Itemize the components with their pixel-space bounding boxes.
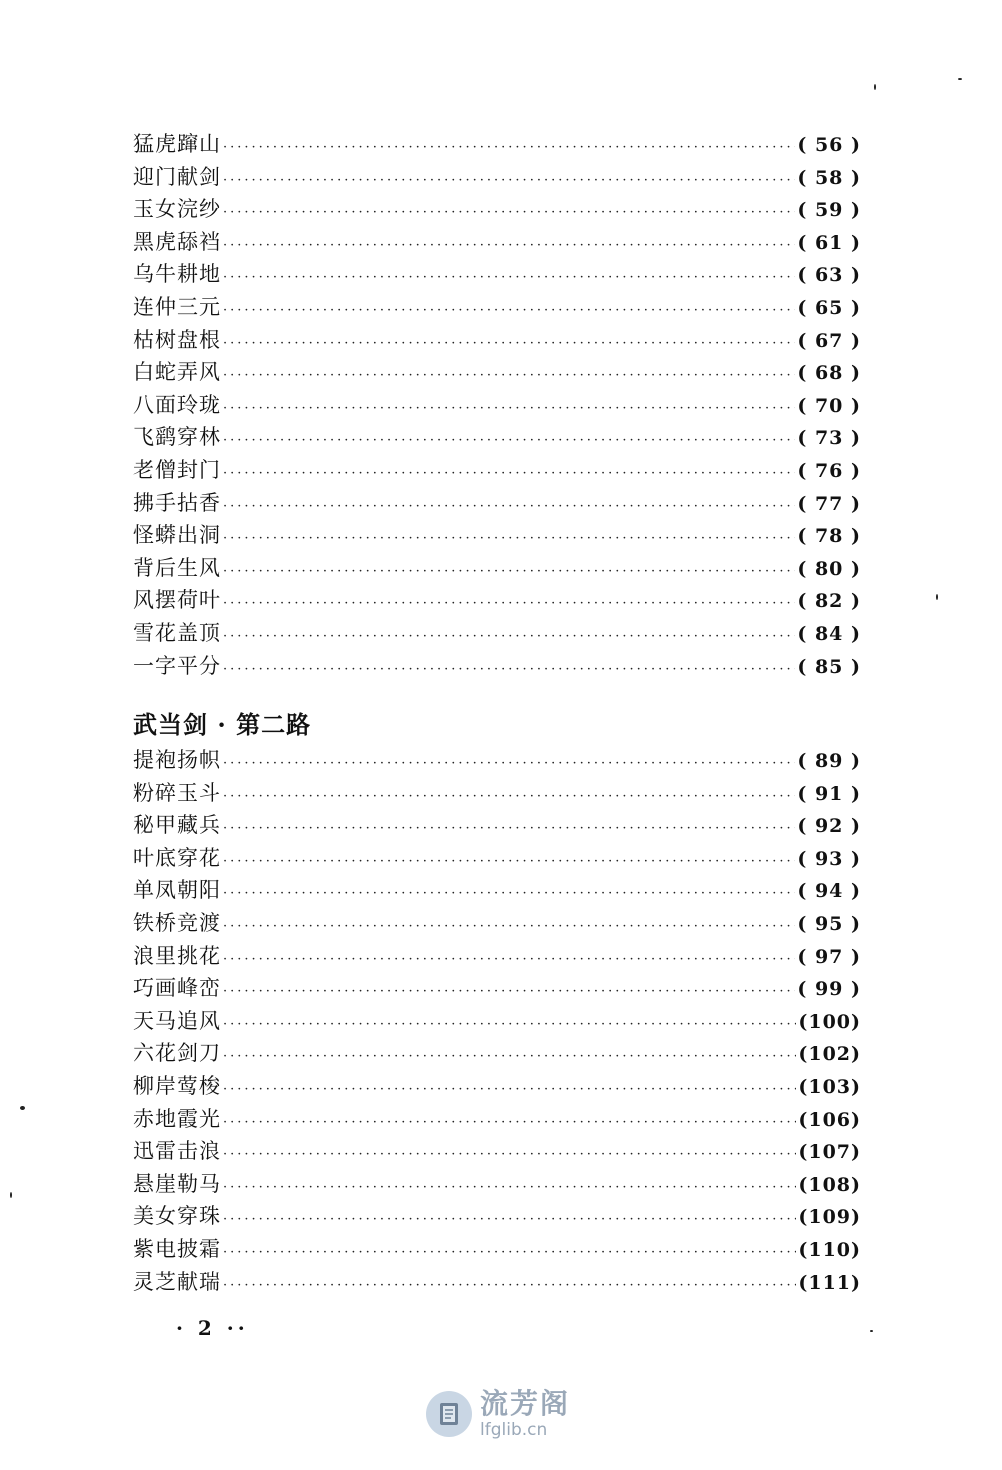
toc-entry (133, 1200, 861, 1233)
entry-page: (110) (798, 1238, 861, 1261)
dot-leader (223, 911, 795, 944)
dot-leader (223, 523, 795, 556)
entry-title: 连仲三元 (133, 294, 221, 319)
dot-leader (223, 1074, 796, 1107)
dot-leader (223, 262, 795, 295)
entry-page: (102) (798, 1043, 861, 1066)
dot-leader (223, 393, 795, 426)
entry-page: (111) (798, 1271, 861, 1294)
entry-title: 雪花盖顶 (133, 620, 221, 645)
entry-title: 迅雷击浪 (133, 1139, 221, 1164)
entry-title: 六花剑刀 (133, 1041, 221, 1066)
toc-entry (133, 940, 861, 973)
entry-title: 猛虎蹿山 (133, 132, 221, 156)
dot-leader (223, 360, 795, 393)
toc-section-one (133, 128, 861, 682)
entry-page: ( 70 ) (797, 394, 861, 417)
toc-entry (133, 907, 861, 940)
entry-page: ( 85 ) (797, 655, 861, 678)
toc-entry (133, 193, 861, 226)
entry-title: 美女穿珠 (133, 1204, 221, 1229)
toc-entry (133, 1037, 861, 1070)
entry-title: 紫电披霜 (133, 1236, 221, 1261)
entry-title: 提袍扬帜 (133, 748, 221, 772)
entry-title: 秘甲藏兵 (133, 813, 221, 838)
entry-title: 巧画峰峦 (133, 976, 221, 1001)
entry-page: ( 67 ) (797, 329, 861, 352)
toc-entry (133, 777, 861, 810)
entry-page: ( 93 ) (797, 847, 861, 870)
entry-title: 乌牛耕地 (133, 262, 221, 287)
entry-page: (107) (798, 1141, 861, 1164)
dot-leader (223, 1041, 796, 1074)
entry-title: 一字平分 (133, 653, 221, 678)
entry-page: ( 97 ) (797, 945, 861, 968)
dot-leader (223, 425, 795, 458)
dot-leader (223, 878, 795, 911)
entry-title: 八面玲珑 (133, 392, 221, 417)
entry-page: ( 65 ) (797, 296, 861, 319)
entry-title: 赤地霞光 (133, 1106, 221, 1131)
entry-title: 粉碎玉斗 (133, 780, 221, 805)
entry-page: ( 94 ) (797, 880, 861, 903)
entry-title: 迎门献剑 (133, 164, 221, 189)
toc-entry (133, 1103, 861, 1136)
entry-page: ( 63 ) (797, 264, 861, 287)
scan-speck (10, 1192, 12, 1198)
entry-title: 黑虎舔裆 (133, 229, 221, 254)
dot-leader (223, 846, 795, 879)
dot-leader (223, 491, 795, 524)
toc-entry (133, 809, 861, 842)
entry-page: ( 73 ) (797, 427, 861, 450)
dot-leader (223, 976, 795, 1009)
scan-speck (958, 78, 962, 80)
toc-entry (133, 584, 861, 617)
toc-entry (133, 874, 861, 907)
entry-page: ( 78 ) (797, 525, 861, 548)
toc-entry (133, 258, 861, 291)
dot-leader (223, 1172, 796, 1205)
dot-leader (223, 748, 795, 781)
entry-page: (109) (798, 1206, 861, 1229)
entry-title: 铁桥竞渡 (133, 910, 221, 935)
entry-title: 柳岸莺梭 (133, 1073, 221, 1098)
toc-entry (133, 842, 861, 875)
entry-title: 枯树盘根 (133, 327, 221, 352)
dot-leader (223, 1139, 796, 1172)
dot-leader (223, 132, 795, 165)
entry-page: (108) (798, 1173, 861, 1196)
toc-entry (133, 356, 861, 389)
dot-leader (223, 944, 795, 977)
dot-leader (223, 1009, 796, 1042)
entry-title: 风摆荷叶 (133, 588, 221, 613)
watermark-url: lfglib.cn (480, 1420, 548, 1440)
scan-speck (874, 84, 876, 90)
dot-leader (223, 197, 795, 230)
dot-leader (223, 781, 795, 814)
dot-leader (223, 1204, 796, 1237)
entry-title: 叶底穿花 (133, 845, 221, 870)
entry-page: (106) (798, 1108, 861, 1131)
entry-page: ( 56 ) (797, 134, 861, 156)
entry-title: 背后生风 (133, 555, 221, 580)
toc-entry (133, 324, 861, 357)
dot-leader (223, 1270, 796, 1303)
toc-entry (133, 617, 861, 650)
entry-page: ( 59 ) (797, 199, 861, 222)
toc-section-two (133, 744, 861, 1298)
entry-page: ( 92 ) (797, 815, 861, 838)
entry-page: (100) (798, 1010, 861, 1033)
scan-speck (936, 594, 938, 600)
entry-page: ( 61 ) (797, 231, 861, 254)
toc-entry (133, 487, 861, 520)
entry-page: ( 82 ) (797, 590, 861, 613)
dot-leader (223, 230, 795, 263)
dot-leader (223, 295, 795, 328)
entry-page: ( 58 ) (797, 166, 861, 189)
watermark-name: 流芳阁 (480, 1387, 571, 1420)
entry-page: ( 89 ) (797, 750, 861, 772)
entry-title: 灵芝献瑞 (133, 1269, 221, 1294)
entry-page: ( 76 ) (797, 459, 861, 482)
entry-title: 天马追风 (133, 1008, 221, 1033)
scan-speck (20, 1106, 25, 1110)
entry-title: 单凤朝阳 (133, 878, 221, 903)
scan-speck (870, 1330, 873, 1332)
dot-leader (223, 813, 795, 846)
toc-entry (133, 650, 861, 683)
entry-page: ( 91 ) (797, 782, 861, 805)
toc-entry (133, 226, 861, 259)
entry-page: ( 68 ) (797, 362, 861, 385)
site-watermark (426, 1388, 570, 1440)
toc-entry (133, 1168, 861, 1201)
toc-entry (133, 1070, 861, 1103)
entry-title: 拂手拈香 (133, 490, 221, 515)
toc-entry (133, 421, 861, 454)
toc-entry (133, 454, 861, 487)
toc-entry (133, 1266, 861, 1299)
entry-title: 白蛇弄风 (133, 360, 221, 385)
dot-leader (223, 621, 795, 654)
toc-entry (133, 972, 861, 1005)
entry-page: ( 77 ) (797, 492, 861, 515)
toc-entry (133, 1005, 861, 1038)
toc-entry (133, 389, 861, 422)
toc-entry (133, 1233, 861, 1266)
page-number: · 2 ·· (176, 1316, 249, 1340)
entry-title: 飞鹞穿林 (133, 425, 221, 450)
dot-leader (223, 556, 795, 589)
entry-page: (103) (798, 1075, 861, 1098)
dot-leader (223, 654, 795, 687)
dot-leader (223, 588, 795, 621)
entry-title: 悬崖勒马 (133, 1171, 221, 1196)
entry-page: ( 95 ) (797, 912, 861, 935)
toc-entry (133, 1135, 861, 1168)
toc-entry (133, 552, 861, 585)
dot-leader (223, 458, 795, 491)
dot-leader (223, 328, 795, 361)
dot-leader (223, 165, 795, 198)
toc-entry (133, 128, 861, 161)
entry-page: ( 99 ) (797, 978, 861, 1001)
book-icon (426, 1391, 472, 1437)
entry-page: ( 80 ) (797, 557, 861, 580)
entry-title: 玉女浣纱 (133, 197, 221, 222)
entry-page: ( 84 ) (797, 622, 861, 645)
section-heading: 武当剑 · 第二路 (133, 710, 312, 739)
entry-title: 浪里挑花 (133, 943, 221, 968)
entry-title: 怪蟒出洞 (133, 523, 221, 548)
dot-leader (223, 1107, 796, 1140)
toc-entry (133, 519, 861, 552)
entry-title: 老僧封门 (133, 457, 221, 482)
toc-entry (133, 744, 861, 777)
dot-leader (223, 1237, 796, 1270)
toc-entry (133, 161, 861, 194)
toc-entry (133, 291, 861, 324)
